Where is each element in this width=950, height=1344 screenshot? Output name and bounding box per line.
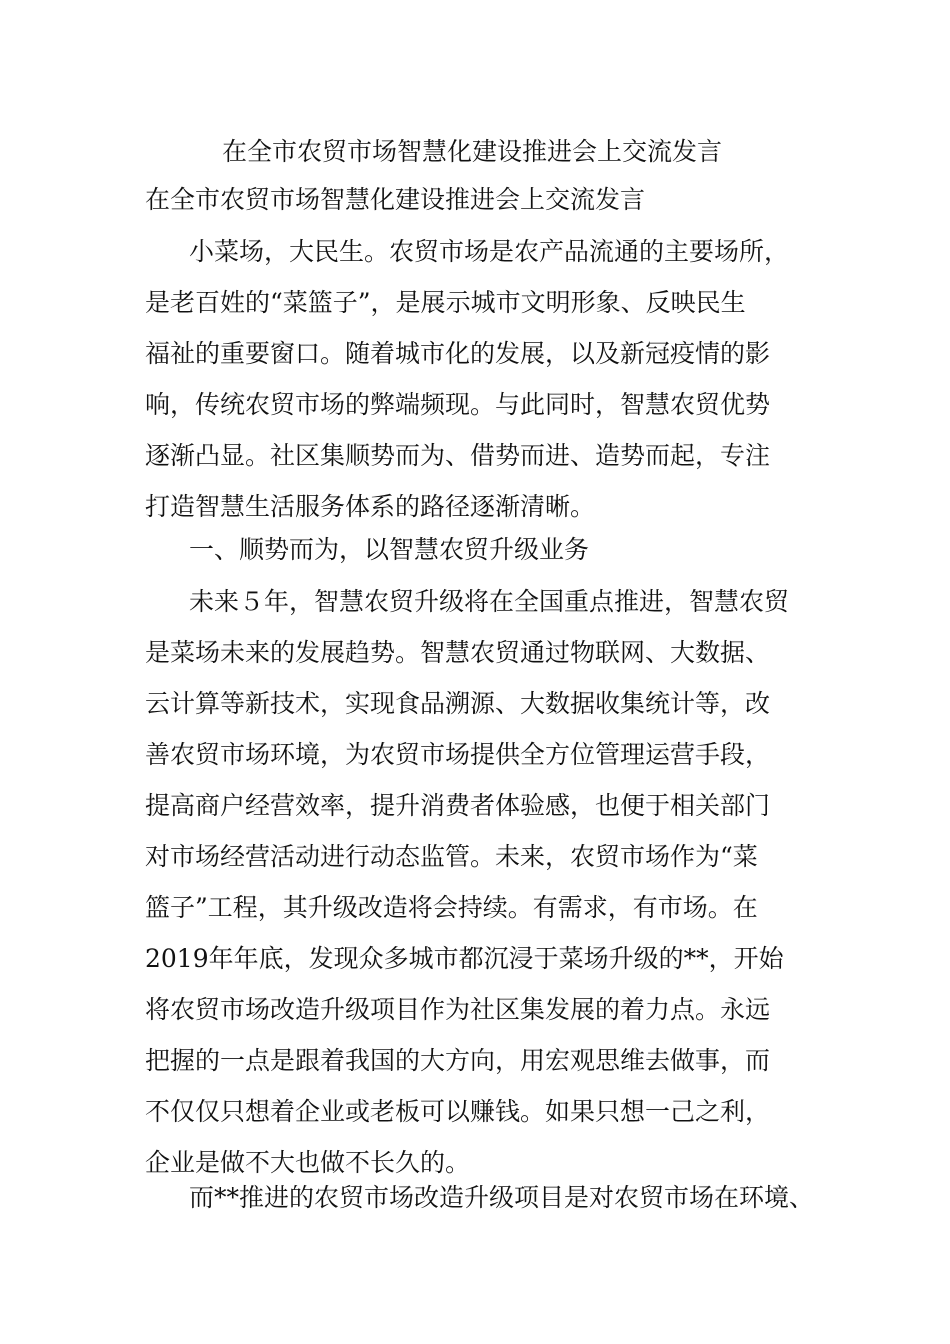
paragraph-continued bbox=[145, 1172, 825, 1223]
paragraph-line: 对市场经营活动进行动态监管。未来，农贸市场作为“菜 bbox=[145, 842, 758, 871]
paragraph-line: 把握的一点是跟着我国的大方向，用宏观思维去做事，而 bbox=[145, 1046, 771, 1075]
paragraph-section-one bbox=[145, 576, 825, 1188]
paragraph-line: 逐渐凸显。社区集顺势而为、借势而进、造势而起，专注 bbox=[145, 441, 771, 470]
paragraph-line: 提高商户经营效率，提升消费者体验感，也便于相关部门 bbox=[145, 791, 771, 820]
paragraph-line: 云计算等新技术，实现食品溯源、大数据收集统计等，改 bbox=[145, 689, 771, 718]
paragraph-line: 是老百姓的“菜篮子”，是展示城市文明形象、反映民生 bbox=[145, 288, 746, 317]
paragraph-line: 是菜场未来的发展趋势。智慧农贸通过物联网、大数据、 bbox=[145, 638, 771, 667]
paragraph-line: 篮子”工程，其升级改造将会持续。有需求，有市场。在 bbox=[145, 893, 758, 922]
paragraph-intro bbox=[145, 226, 825, 532]
document-subtitle: 在全市农贸市场智慧化建设推进会上交流发言 bbox=[145, 185, 646, 214]
paragraph-line: 打造智慧生活服务体系的路径逐渐清晰。 bbox=[145, 492, 596, 521]
paragraph-line: 不仅仅只想着企业或老板可以赚钱。如果只想一己之利， bbox=[145, 1097, 771, 1126]
paragraph-line: 2019年年底，发现众多城市都沉浸于菜场升级的**，开始 bbox=[145, 944, 784, 973]
paragraph-line: 而**推进的农贸市场改造升级项目是对农贸市场在环境、 bbox=[189, 1183, 815, 1212]
paragraph-line: 善农贸市场环境，为农贸市场提供全方位管理运营手段， bbox=[145, 740, 771, 769]
paragraph-line: 响，传统农贸市场的弊端频现。与此同时，智慧农贸优势 bbox=[145, 390, 771, 419]
section-heading: 一、顺势而为，以智慧农贸升级业务 bbox=[189, 535, 590, 564]
paragraph-line: 小菜场，大民生。农贸市场是农产品流通的主要场所， bbox=[189, 237, 790, 266]
paragraph-line: 福祉的重要窗口。随着城市化的发展，以及新冠疫情的影 bbox=[145, 339, 771, 368]
paragraph-line: 企业是做不大也做不长久的。 bbox=[145, 1148, 471, 1177]
document-title: 在全市农贸市场智慧化建设推进会上交流发言 bbox=[222, 137, 723, 166]
paragraph-line: 未来５年，智慧农贸升级将在全国重点推进，智慧农贸 bbox=[189, 587, 790, 616]
paragraph-line: 将农贸市场改造升级项目作为社区集发展的着力点。永远 bbox=[145, 995, 771, 1024]
